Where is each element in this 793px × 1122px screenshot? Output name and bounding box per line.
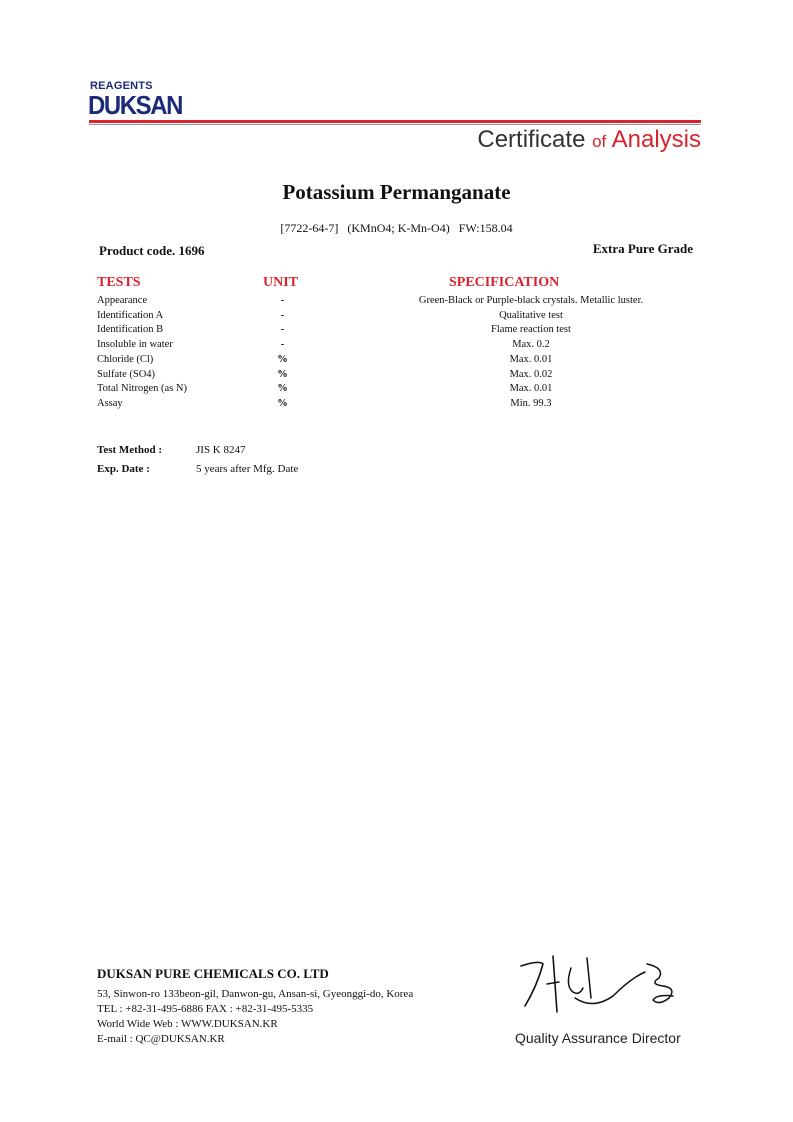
test-name: Assay <box>97 397 123 409</box>
company-phone-fax: TEL : +82-31-495-6886 FAX : +82-31-495-5335 <box>97 1003 314 1015</box>
test-spec: Flame reaction test <box>491 324 571 336</box>
company-name: DUKSAN PURE CHEMICALS CO. LTD <box>97 966 329 981</box>
company-email: E-mail : QC@DUKSAN.KR <box>97 1033 225 1045</box>
test-name: Identification B <box>97 324 164 336</box>
test-spec: Min. 99.3 <box>510 397 552 409</box>
test-method-line <box>97 444 246 456</box>
header-red-rule <box>89 120 701 123</box>
col-header-unit: UNIT <box>263 275 299 290</box>
test-unit: - <box>280 309 285 321</box>
signatory-title: Quality Assurance Director <box>515 1030 681 1046</box>
company-website: World Wide Web : WWW.DUKSAN.KR <box>97 1018 278 1030</box>
product-name: Potassium Permanganate <box>282 180 511 204</box>
doc-title-analysis: Analysis <box>611 126 701 153</box>
exp-date-line <box>97 463 298 475</box>
specification-table <box>97 294 746 412</box>
product-code: Product code. 1696 <box>99 243 205 258</box>
test-unit: % <box>277 353 288 365</box>
test-unit: % <box>277 368 288 380</box>
brand-reagents-text: REAGENTS <box>90 80 153 92</box>
product-formula-line: [7722-64-7] (KMnO4; K-Mn-O4) FW:158.04 <box>280 221 513 235</box>
test-unit: % <box>277 383 288 395</box>
test-spec: Max. 0.2 <box>512 339 550 351</box>
test-unit: - <box>280 339 285 351</box>
col-header-specification: SPECIFICATION <box>449 275 560 290</box>
brand-logo: DUKSAN <box>88 90 183 120</box>
test-unit: - <box>280 324 285 336</box>
test-method-value: JIS K 8247 <box>196 444 246 456</box>
test-spec: Qualitative test <box>499 309 563 321</box>
table-row <box>97 353 746 368</box>
test-spec: Max. 0.01 <box>509 383 553 395</box>
test-unit: % <box>277 397 288 409</box>
test-spec: Max. 0.01 <box>509 353 553 365</box>
table-row <box>97 309 746 324</box>
table-row <box>97 294 746 309</box>
table-row <box>97 338 746 353</box>
doc-title-of: of <box>592 132 607 151</box>
header-gray-rule <box>89 124 701 125</box>
test-spec: Max. 0.02 <box>509 368 553 380</box>
doc-title-certificate: Certificate <box>477 126 586 153</box>
test-method-label: Test Method : <box>97 444 162 456</box>
document-type-title <box>477 126 701 154</box>
test-spec: Green-Black or Purple-black crystals. Metallic luster. <box>418 295 644 306</box>
company-address: 53, Sinwon-ro 133beon-gil, Danwon-gu, Ansan-si, Gyeonggi-do, Korea <box>97 988 414 1000</box>
test-name: Chloride (Cl) <box>97 353 154 365</box>
exp-date-value: 5 years after Mfg. Date <box>196 463 299 475</box>
table-row <box>97 323 746 338</box>
director-signature <box>513 948 693 1018</box>
test-name: Insoluble in water <box>97 339 173 351</box>
test-name: Appearance <box>97 295 148 306</box>
test-name: Total Nitrogen (as N) <box>97 383 187 395</box>
table-row <box>97 397 746 412</box>
test-name: Sulfate (SO4) <box>97 368 156 380</box>
col-header-tests: TESTS <box>97 275 141 290</box>
product-grade: Extra Pure Grade <box>592 241 693 256</box>
table-row <box>97 382 746 397</box>
table-row <box>97 368 746 383</box>
test-unit: - <box>280 295 285 306</box>
exp-date-label: Exp. Date : <box>97 463 150 475</box>
test-name: Identification A <box>97 309 164 321</box>
